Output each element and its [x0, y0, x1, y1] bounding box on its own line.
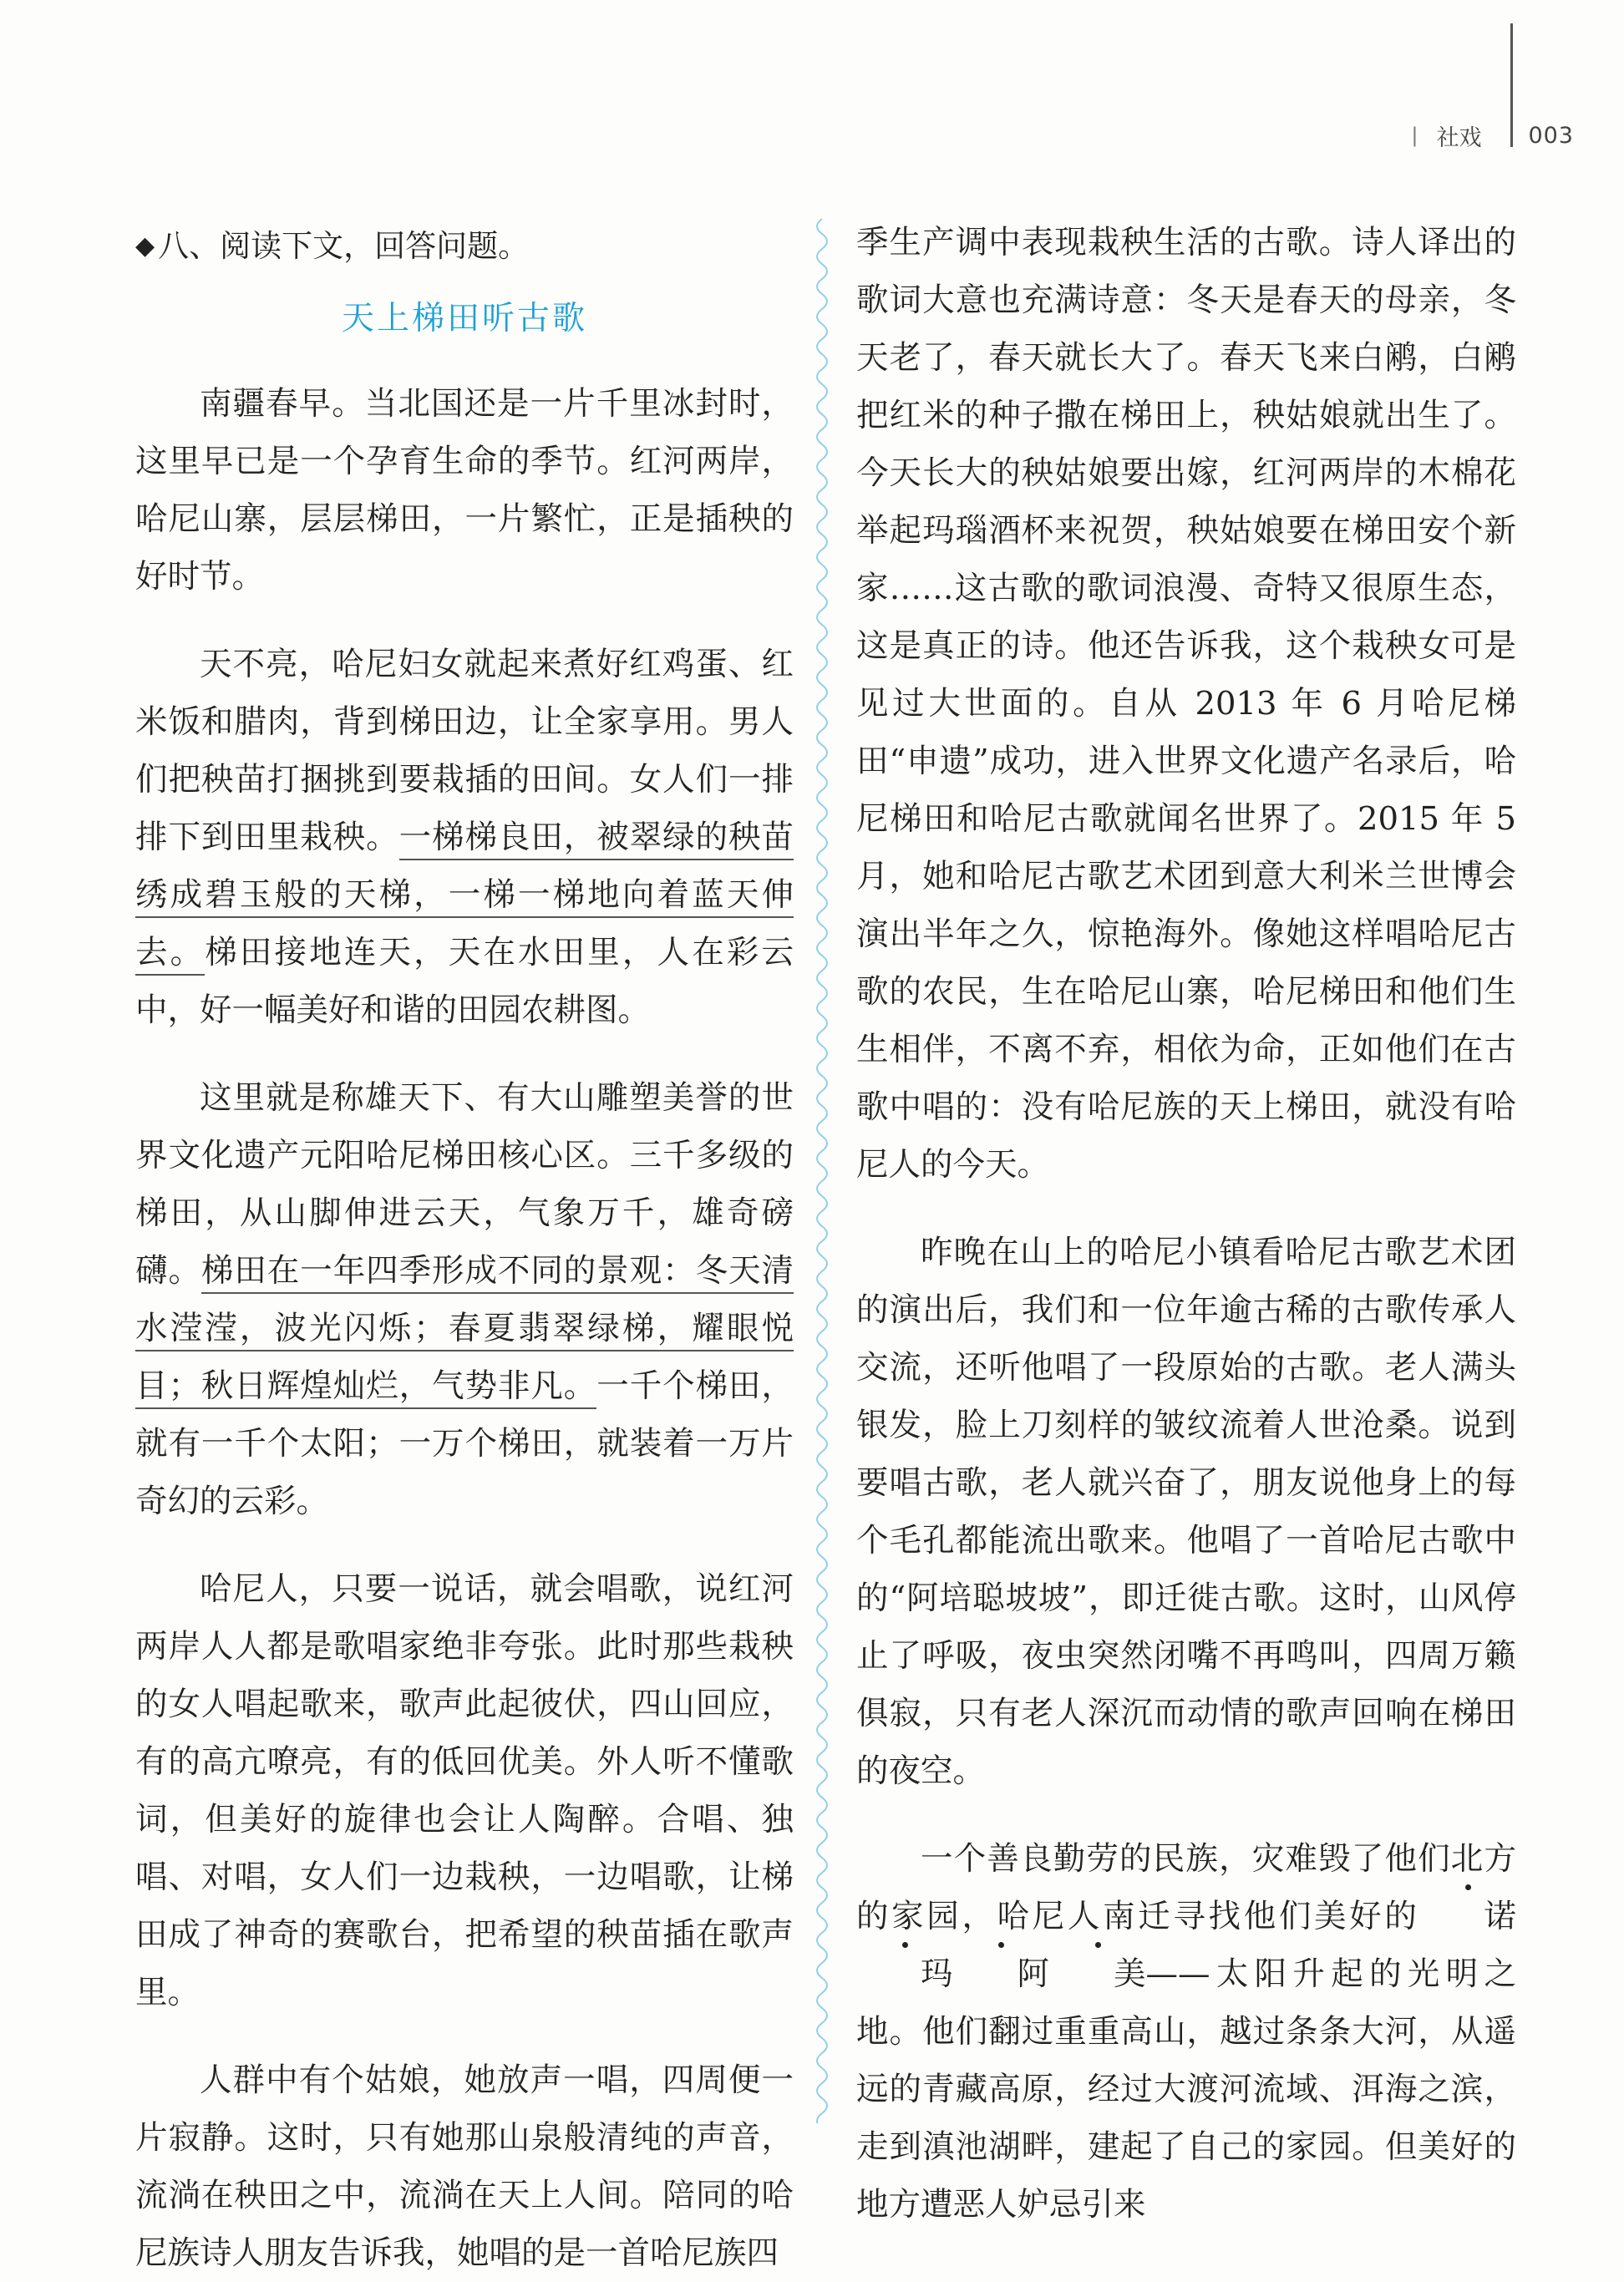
header-section-title: 社戏: [1436, 124, 1482, 151]
paragraph-6: 昨晚在山上的哈尼小镇看哈尼古歌艺术团的演出后，我们和一位年逾古稀的古歌传承人交流，还听他唱了一段原始的古歌。老人满头银发，脸上刀刻样的皱纹流着人世沧桑。说到要唱古歌，老人就兴奋了，朋友说他身上的每个毛孔都能流出歌来。他唱了一首哈尼古歌中的“阿培聪坡坡”，即迁徙古歌。这时，山风停止了呼吸，夜虫突然闭嘴不再鸣叫，四周万籁俱寂，只有老人深沉而动情的歌声回响在梯田的夜空。: [856, 1234, 1516, 1790]
paragraph-2: [135, 636, 794, 1039]
paragraph-3-text: 这里就是称雄天下、有大山雕塑美誉的世界文化遗产元阳哈尼梯田核心区。三千多级的梯田，从山脚伸进云天，气象万千，雄奇磅礴。: [135, 1079, 794, 1290]
emphasis-char-2: 玛: [856, 1945, 953, 2003]
paragraph-2-text-after: 梯田接地连天，天在水田里，人在彩云中，好一幅美好和谐的田园农耕图。: [135, 934, 794, 1029]
emphasis-char-3: 阿: [953, 1945, 1050, 2003]
column-divider: [807, 219, 837, 2123]
paragraph-7-text-after: ——太阳升起的光明之地。他们翻过重重高山，越过条条大河，从遥远的青藏高原，经过大渡河流域、洱海之滨，走到滇池湖畔，建起了自己的家园。但美好的地方遭恶人妒忌引来: [856, 1955, 1516, 2224]
paragraph-2-text: 天不亮，哈尼妇女就起来煮好红鸡蛋、红米饭和腊肉，背到梯田边，让全家享用。男人们把秧苗打捆挑到要栽插的田间。女人们一排排下到田里栽秧。: [135, 646, 794, 856]
running-header: [1411, 119, 1574, 152]
diamond-icon: ◆: [135, 231, 155, 261]
paragraph-7: [856, 1830, 1516, 2234]
question-text: 八、阅读下文，回答问题。: [158, 228, 530, 264]
question-heading: [135, 217, 794, 275]
paragraph-1: 南疆春早。当北国还是一片千里冰封时，这里早已是一个孕育生命的季节。红河两岸，哈尼山寨，层层梯田，一片繁忙，正是插秧的好时节。: [135, 385, 794, 596]
header-bar: |: [1411, 124, 1418, 147]
underlined-sentence-1: 一梯梯良田，被翠绿的秧苗绣成碧玉般的天梯，一梯一梯地向着蓝天伸去。: [135, 819, 794, 976]
paragraph-5: 人群中有个姑娘，她放声一唱，四周便一片寂静。这时，只有她那山泉般清纯的声音，流淌在秧田之中，流淌在天上人间。陪同的哈尼族诗人朋友告诉我，她唱的是一首哈尼族四: [135, 2061, 794, 2272]
right-column: [856, 214, 1516, 2234]
paragraph-7-text: 一个善良勤劳的民族，灾难毁了他们北方的家园，哈尼人南迁寻找他们美好的: [856, 1840, 1516, 1935]
emphasis-char-1: 诺: [1419, 1888, 1516, 1945]
paragraph-3: [135, 1069, 794, 1530]
paragraph-3-text-after: 一千个梯田，就有一千个太阳；一万个梯田，就装着一万片奇幻的云彩。: [135, 1367, 794, 1520]
paragraph-5-continued: 季生产调中表现栽秧生活的古歌。诗人译出的歌词大意也充满诗意：冬天是春天的母亲，冬天老了，春天就长大了。春天飞来白鹇，白鹇把红米的种子撒在梯田上，秧姑娘就出生了。今天长大的秧姑娘要出嫁，红河两岸的木棉花举起玛瑙酒杯来祝贺，秧姑娘要在梯田安个新家……这古歌的歌词浪漫、奇特又很原生态，这是真正的诗。他还告诉我，这个栽秧女可是见过大世面的。自从 2013 年 6 月哈尼梯田“申遗”成功，进入世界文化遗产名录后，哈尼梯田和哈尼古歌就闻名世界了。2015 年 5 月，她和哈尼古歌艺术团到意大利米兰世博会演出半年之久，惊艳海外。像她这样唱哈尼古歌的农民，生在哈尼山寨，哈尼梯田和他们生生相伴，不离不弃，相依为命，正如他们在古歌中唱的：没有哈尼族的天上梯田，就没有哈尼人的今天。: [856, 224, 1516, 1184]
underlined-sentence-2: 梯田在一年四季形成不同的景观：冬天清水滢滢，波光闪烁；春夏翡翠绿梯，耀眼悦目；秋日辉煌灿烂，气势非凡。: [135, 1252, 794, 1409]
emphasis-char-4: 美: [1049, 1945, 1146, 2003]
paragraph-4: 哈尼人，只要一说话，就会唱歌，说红河两岸人人都是歌唱家绝非夸张。此时那些栽秧的女人唱起歌来，歌声此起彼伏，四山回应，有的高亢嘹亮，有的低回优美。外人听不懂歌词，但美好的旋律也会让人陶醉。合唱、独唱、对唱，女人们一边栽秧，一边唱歌，让梯田成了神奇的赛歌台，把希望的秧苗插在歌声里。: [135, 1570, 794, 2011]
page-number: 003: [1528, 122, 1574, 149]
left-column: [135, 217, 794, 2282]
article-title: 天上梯田听古歌: [341, 300, 587, 337]
